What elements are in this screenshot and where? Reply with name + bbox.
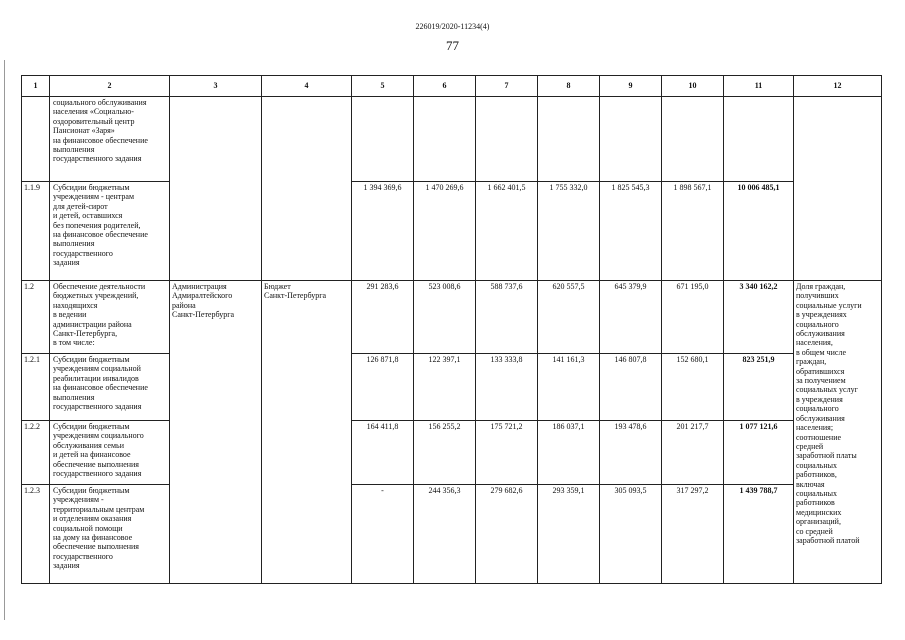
value-cell: 671 195,0	[662, 281, 724, 354]
value-cell: 244 356,3	[414, 485, 476, 584]
column-header: 8	[538, 76, 600, 97]
value-cell: 201 217,7	[662, 421, 724, 485]
page-number: 77	[446, 38, 459, 53]
row-id: 1.2.2	[22, 421, 50, 485]
row-name: Субсидии бюджетным учреждениям - центрам для детей-сирот и детей, оставшихся без попечения родителей, на финансовое обеспечение выполнения государственного задания	[50, 182, 170, 281]
column-header: 6	[414, 76, 476, 97]
table-row	[22, 281, 882, 354]
value-cell: 186 037,1	[538, 421, 600, 485]
left-margin-line	[4, 60, 5, 620]
total-cell	[724, 97, 794, 182]
document-id: 226019/2020-11234(4)	[415, 22, 490, 31]
value-cell: 133 333,8	[476, 354, 538, 421]
value-cell: 645 379,9	[600, 281, 662, 354]
value-cell: 156 255,2	[414, 421, 476, 485]
value-cell: 1 470 269,6	[414, 182, 476, 281]
indicator-cell: Доля граждан, получивших социальные услуги в учреждениях социального обслуживания населения, в общем числе граждан, обратившихся за получением социальных услуг в учреждения социального обслуживания населения; соотношение средней заработной платы социальных работников, включая социальных работников медицинских организаций, со средней заработной платой	[794, 281, 882, 584]
value-cell: 279 682,6	[476, 485, 538, 584]
value-cell: 1 825 545,3	[600, 182, 662, 281]
value-cell: 317 297,2	[662, 485, 724, 584]
row-id: 1.2	[22, 281, 50, 354]
source-cell	[262, 97, 352, 281]
value-cell: 588 737,6	[476, 281, 538, 354]
column-header: 2	[50, 76, 170, 97]
value-cell: 1 394 369,6	[352, 182, 414, 281]
value-cell: 1 662 401,5	[476, 182, 538, 281]
value-cell: 193 478,6	[600, 421, 662, 485]
row-id: 1.2.1	[22, 354, 50, 421]
row-name: Субсидии бюджетным учреждениям социального обслуживания семьи и детей на финансовое обеспечение выполнения государственного задания	[50, 421, 170, 485]
total-cell: 10 006 485,1	[724, 182, 794, 281]
total-cell: 823 251,9	[724, 354, 794, 421]
column-header: 1	[22, 76, 50, 97]
value-cell	[538, 97, 600, 182]
column-header: 12	[794, 76, 882, 97]
value-cell: 523 008,6	[414, 281, 476, 354]
table-row	[22, 354, 882, 421]
source-cell: Бюджет Санкт-Петербурга	[262, 281, 352, 584]
value-cell	[414, 97, 476, 182]
value-cell	[662, 97, 724, 182]
table-row	[22, 421, 882, 485]
row-name: Субсидии бюджетным учреждениям - территориальным центрам и отделениям оказания социальной помощи на дому на финансовое обеспечение выполнения государственного задания	[50, 485, 170, 584]
column-header: 7	[476, 76, 538, 97]
column-header: 9	[600, 76, 662, 97]
row-id: 1.2.3	[22, 485, 50, 584]
row-id: 1.1.9	[22, 182, 50, 281]
value-cell: 164 411,8	[352, 421, 414, 485]
value-cell: 126 871,8	[352, 354, 414, 421]
budget-table	[21, 75, 882, 584]
value-cell: 146 807,8	[600, 354, 662, 421]
table-row	[22, 97, 882, 182]
value-cell: 620 557,5	[538, 281, 600, 354]
column-header: 3	[170, 76, 262, 97]
value-cell	[476, 97, 538, 182]
value-cell: 291 283,6	[352, 281, 414, 354]
value-cell: 175 721,2	[476, 421, 538, 485]
value-cell: 305 093,5	[600, 485, 662, 584]
column-header: 10	[662, 76, 724, 97]
value-cell	[352, 97, 414, 182]
total-cell: 1 439 788,7	[724, 485, 794, 584]
value-cell: 1 755 332,0	[538, 182, 600, 281]
total-cell: 1 077 121,6	[724, 421, 794, 485]
table-row	[22, 182, 882, 281]
executor-cell	[170, 97, 262, 281]
table-row	[22, 485, 882, 584]
row-name: социального обслуживания населения «Социально- оздоровительный центр Пансионат «Заря» на финансовое обеспечение выполнения государственного задания	[50, 97, 170, 182]
column-header: 11	[724, 76, 794, 97]
value-cell: 141 161,3	[538, 354, 600, 421]
indicator-cell	[794, 97, 882, 281]
value-cell: 1 898 567,1	[662, 182, 724, 281]
value-cell: -	[352, 485, 414, 584]
row-id	[22, 97, 50, 182]
table-header-row	[22, 76, 882, 97]
value-cell	[600, 97, 662, 182]
row-name: Субсидии бюджетным учреждениям социальной реабилитации инвалидов на финансовое обеспечение выполнения государственного задания	[50, 354, 170, 421]
executor-cell: Администрация Адмиралтейского района Санкт-Петербурга	[170, 281, 262, 584]
value-cell: 122 397,1	[414, 354, 476, 421]
value-cell: 152 680,1	[662, 354, 724, 421]
row-name: Обеспечение деятельности бюджетных учреждений, находящихся в ведении администрации района Санкт-Петербурга, в том числе:	[50, 281, 170, 354]
total-cell: 3 340 162,2	[724, 281, 794, 354]
column-header: 4	[262, 76, 352, 97]
column-header: 5	[352, 76, 414, 97]
value-cell: 293 359,1	[538, 485, 600, 584]
